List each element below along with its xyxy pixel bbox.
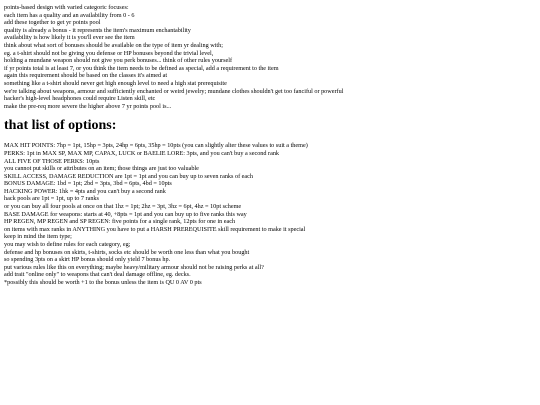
option-line: *possibly this should be worth +1 to the bonus unless the item is QU 0 AV 0 pts: [4, 279, 202, 286]
option-line: BASE DAMAGE for weapons: starts at 40, +8pts = 1pt and you can buy up to five ranks this way: [4, 210, 247, 218]
option-line: hack pools are 1pt = 1pt, up to 7 ranks: [4, 195, 99, 203]
option-line: ALL FIVE OF THOSE PERKS: 10pts: [4, 157, 100, 165]
option-line: BONUS DAMAGE: 1bd = 1pt; 2bd = 3pts, 3bd = 6pts, 4bd = 10pts: [4, 180, 172, 188]
option-line: you may wish to define rules for each category, eg;: [4, 241, 131, 249]
option-line: HP REGEN, MP REGEN and SP REGEN: five points for a single rank, 12pts for one in each: [4, 218, 236, 226]
intro-line: eg. a t-shirt should not be giving you defense or HP bonuses beyond the trivial level,: [4, 49, 214, 57]
intro-line: each item has a quality and an availability from 0 - 6: [4, 11, 135, 19]
intro-line: quality is already a bonus - it represents the item's maximum enchantability: [4, 26, 191, 34]
option-line: on items with max ranks in ANYTHING you have to put a HARSH PREREQUISITE skill requirement to make it special: [4, 225, 306, 233]
intro-line: if yr points total is at least 7, or you think the item needs to be defined as special, add a requirement to the item: [4, 64, 279, 72]
intro-line: think about what sort of bonuses should be available on the type of item yr dealing with;: [4, 41, 223, 49]
option-line: or you can buy all four pools at once on that 1hz = 1pt; 2hz = 3pt, 3hz = 6pt, 4hz = 10pt scheme: [4, 203, 242, 211]
option-line: add trait "online only" to weapons that can't deal damage offline, eg. decks.: [4, 271, 191, 279]
intro-line: again this requirement should be based on the classes it's aimed at: [4, 72, 168, 80]
option-line: HACKING POWER: 1hk = 4pts and you can't buy a second rank: [4, 187, 166, 195]
section-heading: that list of options:: [4, 118, 117, 134]
intro-line: we're talking about weapons, armour and sufficiently enchanted or weird jewelry; mundane clothes shouldn't get too fanciful or powerful: [4, 87, 344, 95]
intro-line: holding a mundane weapon should not give you perk bonuses... think of other rules yourself: [4, 57, 233, 65]
intro-line: availability is how likely it is you'll ever see the item: [4, 34, 135, 42]
intro-line: add these together to get yr points pool: [4, 19, 101, 27]
document-body: [4, 4, 536, 287]
option-line: MAX HIT POINTS: 7hp = 1pt, 15hp = 3pts, 24hp = 6pts, 35hp = 10pts (you can slightly alter these values to suit a theme): [4, 142, 308, 150]
option-line: so spending 3pts on a skirt HP bonus should only yield 7 bonus hp.: [4, 256, 171, 264]
option-line: PERKS: 1pt in MAX SP, MAX MP, CAPAX, LUCK or BAELIE LORE: 3pts, and you can't buy a second rank: [4, 149, 280, 157]
intro-line: make the pre-req more severe the higher above 7 yr points pool is...: [4, 102, 172, 110]
intro-line: hacker's high-level headphones could require Listen skill, etc: [4, 95, 156, 103]
option-line: SKILL ACCESS, DAMAGE REDUCTION are 1pt = 1pt and you can buy up to seven ranks of each: [4, 172, 254, 180]
option-line: you cannot put skills or attributes on an item; those things are just too valuable: [4, 165, 199, 173]
option-line: keep in mind the item type;: [4, 233, 72, 241]
intro-section: [4, 4, 536, 110]
option-line: put various rules like this on everything; maybe heavy/military armour should not be raising perks at all?: [4, 263, 264, 271]
options-section: [4, 142, 536, 286]
option-line: defense and hp bonuses on skirts, t-shirts, socks etc should be worth one less than what you bought: [4, 248, 250, 256]
intro-line: something like a t-shirt should never get high enough level to need a high stat prerequisite: [4, 79, 227, 87]
intro-line: points-based design with varied categoric focuses:: [4, 4, 129, 11]
